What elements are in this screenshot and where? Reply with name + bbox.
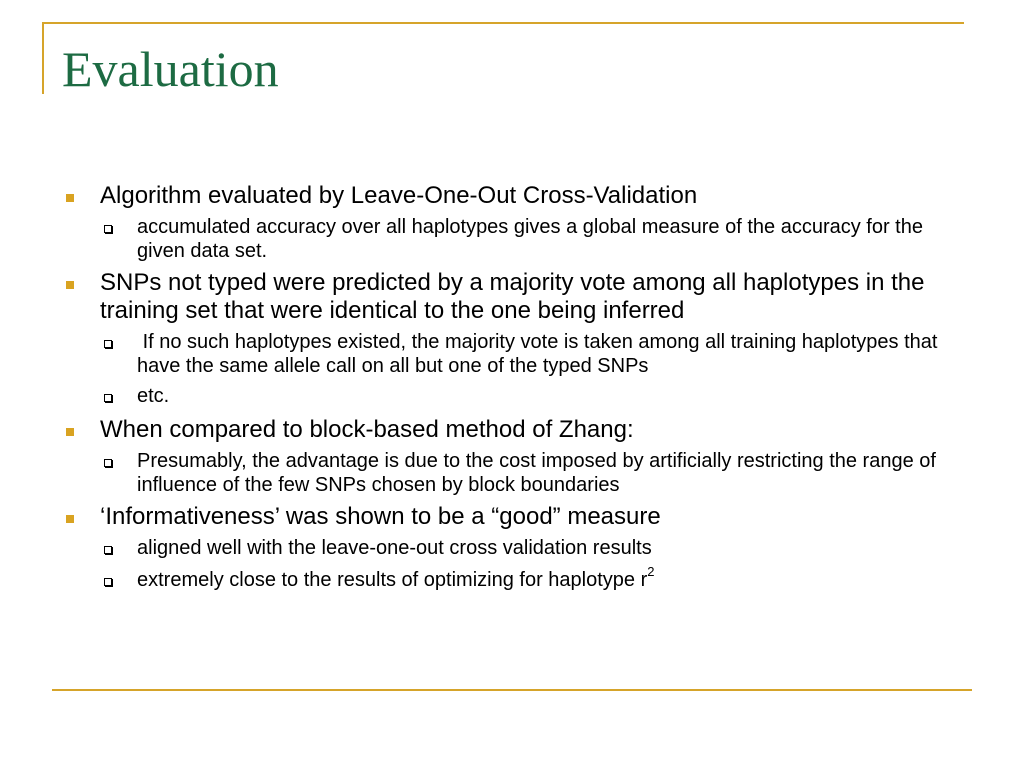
hollow-square-bullet-icon — [104, 394, 112, 402]
slide-content — [0, 182, 1024, 600]
bullet-1-text: Algorithm evaluated by Leave-One-Out Cross-Validation — [100, 182, 698, 209]
hollow-square-bullet-icon — [104, 225, 112, 233]
sub-bullet-2-2-text: etc. — [137, 385, 170, 407]
slide-title: Evaluation — [62, 41, 279, 97]
bullet-3 — [0, 416, 950, 444]
top-border-line — [42, 22, 964, 24]
square-bullet-icon — [66, 194, 74, 202]
bullet-4 — [0, 503, 950, 531]
bottom-border-line — [52, 689, 972, 691]
hollow-square-bullet-icon — [104, 459, 112, 467]
sub-bullet-3-1-text: Presumably, the advantage is due to the cost imposed by artificially restricting the range of influence of the few SNPs chosen by block boundaries — [137, 450, 936, 496]
superscript-2: 2 — [647, 564, 655, 580]
sub-bullet-1-1 — [0, 215, 967, 263]
bullet-3-text: When compared to block-based method of Zhang: — [100, 416, 634, 443]
square-bullet-icon — [66, 515, 74, 523]
hollow-square-bullet-icon — [104, 340, 112, 348]
sub-bullet-4-2-text: extremely close to the results of optimizing for haplotype r — [137, 569, 648, 591]
hollow-square-bullet-icon — [104, 546, 112, 554]
square-bullet-icon — [66, 428, 74, 436]
bullet-2 — [0, 269, 950, 325]
sub-bullet-1-1-text: accumulated accuracy over all haplotypes gives a global measure of the accuracy for the given data set. — [137, 216, 923, 262]
sub-bullet-2-1 — [0, 330, 967, 378]
sub-bullet-4-2 — [0, 564, 967, 592]
left-border-line — [42, 22, 44, 94]
bullet-4-text: ‘Informativeness’ was shown to be a “good” measure — [100, 503, 661, 530]
square-bullet-icon — [66, 281, 74, 289]
sub-bullet-3-1 — [0, 449, 967, 497]
sub-bullet-2-2 — [0, 384, 967, 408]
hollow-square-bullet-icon — [104, 578, 112, 586]
bullet-1 — [0, 182, 950, 210]
sub-bullet-2-1-text: If no such haplotypes existed, the majority vote is taken among all training haplotypes that have the same allele call on all but one of the typed SNPs — [137, 331, 944, 377]
bullet-2-text: SNPs not typed were predicted by a majority vote among all haplotypes in the training set that were identical to the one being inferred — [100, 269, 925, 324]
sub-bullet-4-1-text: aligned well with the leave-one-out cross validation results — [137, 537, 652, 559]
sub-bullet-4-1 — [0, 536, 967, 560]
